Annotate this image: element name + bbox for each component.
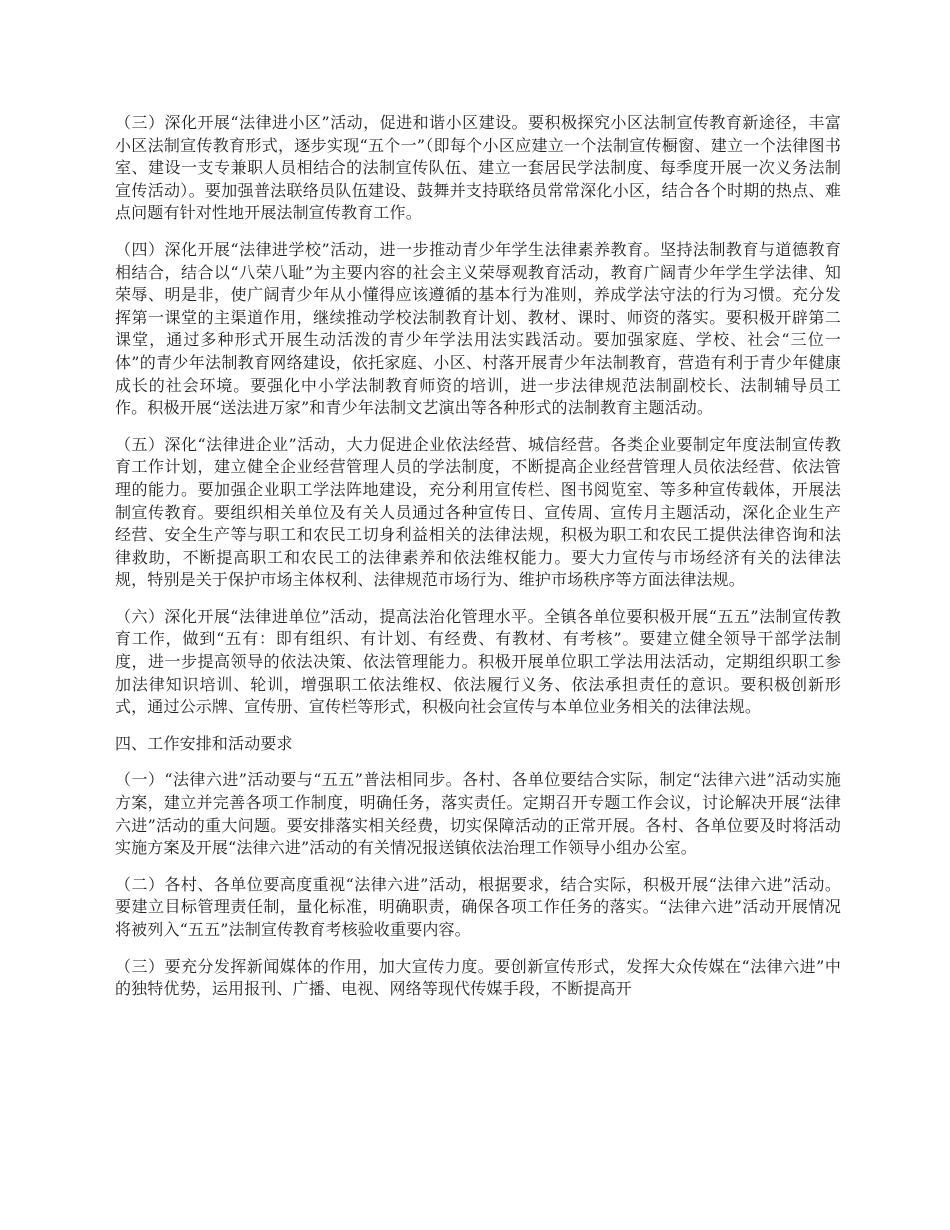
section-heading: 四、工作安排和活动要求	[115, 733, 293, 753]
paragraph-attention: （二）各村、各单位要高度重视“法律六进”活动，根据要求，结合实际，积极开展“法律六进”活动。要建立目标管理责任制，量化标准，明确职责，确保各项工作任务的落实。“法律六进”活动开展情况将被列入“五五”法制宣传教育考核验收重要内容。	[115, 874, 841, 939]
paragraph-unit: （六）深化开展“法律进单位”活动，提高法治化管理水平。全镇各单位要积极开展“五五”法制宣传教育工作，做到“五有：即有组织、有计划、有经费、有教材、有考核”。要建立健全领导干部学法制度，进一步提高领导的依法决策、依法管理能力。积极开展单位职工学法用法活动，定期组织职工参加法律知识培训、轮训，增强职工依法维权、依法履行义务、依法承担责任的意识。要积极创新形式，通过公示牌、宣传册、宣传栏等形式，积极向社会宣传与本单位业务相关的法律法规。	[115, 606, 841, 717]
document-page	[115, 112, 841, 1015]
paragraph-school: （四）深化开展“法律进学校”活动，进一步推动青少年学生法律素养教育。坚持法制教育与道德教育相结合，结合以“八荣八耻”为主要内容的社会主义荣辱观教育活动，教育广阔青少年学生学法律、知荣辱、明是非，使广阔青少年从小懂得应该遵循的基本行为准则，养成学法守法的行为习惯。充分发挥第一课堂的主渠道作用，继续推动学校法制教育计划、教材、课时、师资的落实。要积极开辟第二课堂，通过多种形式开展生动活泼的青少年学法用法实践活动。要加强家庭、学校、社会“三位一体”的青少年法制教育网络建设，依托家庭、小区、村落开展青少年法制教育，营造有利于青少年健康成长的社会环境。要强化中小学法制教育师资的培训，进一步法律规范法制副校长、法制辅导员工作。积极开展“送法进万家”和青少年法制文艺演出等各种形式的法制教育主题活动。	[115, 239, 841, 418]
paragraph-enterprise: （五）深化“法律进企业”活动，大力促进企业依法经营、城信经营。各类企业要制定年度法制宣传教育工作计划，建立健全企业经营管理人员的学法制度，不断提高企业经营管理人员依法经营、依法管理的能力。要加强企业职工学法阵地建设，充分利用宣传栏、图书阅览室、等多种宣传载体，开展法制宣传教育。要组织相关单位及有关人员通过各种宣传日、宣传周、宣传月主题活动，深化企业生产经营、安全生产等与职工和农民工切身利益相关的法律法规，积极为职工和农民工提供法律咨询和法律救助，不断提高职工和农民工的法律素养和依法维权能力。要大力宣传与市场经济有关的法律法规，特别是关于保护市场主体权利、法律规范市场行为、维护市场秩序等方面法律法规。	[115, 434, 841, 590]
paragraph-media: （三）要充分发挥新闻媒体的作用，加大宣传力度。要创新宣传形式，发挥大众传媒在“法律六进”中的独特优势，运用报刊、广播、电视、网络等现代传媒手段，不断提高开	[115, 956, 841, 999]
paragraph-community: （三）深化开展“法律进小区”活动，促进和谐小区建设。要积极探究小区法制宣传教育新途径，丰富小区法制宣传教育形式，逐步实现“五个一”（即每个小区应建立一个法制宣传橱窗、建立一个法律图书室、建设一支专兼职人员相结合的法制宣传队伍、建立一套居民学法制度、每季度开展一次义务法制宣传活动）。要加强普法联络员队伍建设、鼓舞并支持联络员常常深化小区，结合各个时期的热点、难点问题有针对性地开展法制宣传教育工作。	[115, 113, 841, 223]
paragraph-sync: （一）“法律六进”活动要与“五五”普法相同步。各村、各单位要结合实际，制定“法律六进”活动实施方案，建立并完善各项工作制度，明确任务，落实责任。定期召开专题工作会议，讨论解决开展“法律六进”活动的重大问题。要安排落实相关经费，切实保障活动的正常开展。各村、各单位要及时将活动实施方案及开展“法律六进”活动的有关情况报送镇依法治理工作领导小组办公室。	[115, 770, 841, 858]
